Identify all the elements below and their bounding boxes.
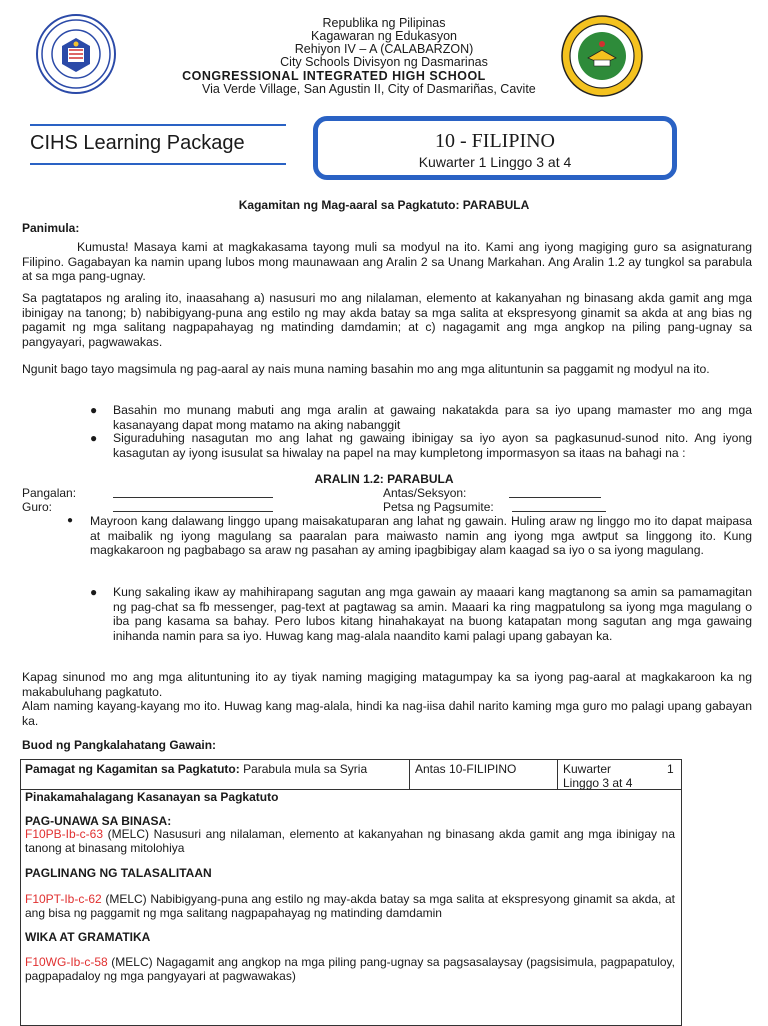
intro-paragraph-1: Kumusta! Masaya kami at magkakasama tayong muli sa modyul na ito. Kami ang iyong magiging guro sa asignaturang Filipino. Gagabayan ka namin upang lubos mong maunawaan ang Aralin 2 sa Unang Markahan. Ang Aralin 1.2 ay tungkol sa parabula at sa mga pang-ugnay. xyxy=(22,240,752,283)
melc-text: (MELC) Nabibigyang-puna ang estilo ng may-akda batay sa mga salita at ekspresyong ginamit sa akda, at ang bisa ng paggamit ng mga salitang nagpapahayag ng matinding damdamin xyxy=(25,892,675,920)
melc-code: F10WG-Ib-c-58 xyxy=(25,955,108,969)
subject-title: 10 - FILIPINO xyxy=(435,130,555,152)
header-line-4: City Schools Divisyon ng Dasmarinas xyxy=(280,55,488,69)
subject-quarter: Kuwarter 1 Linggo 3 at 4 xyxy=(418,154,572,170)
aralin-title: ARALIN 1.2: PARABULA xyxy=(314,472,454,486)
closing-paragraph-2: Alam naming kayang-kayang mo ito. Huwag kang mag-alala, hindi ka nag-iisa dahil narito kaming mga guro mo palagi upang gabayan ka. xyxy=(22,699,752,728)
guideline-1: Basahin mo munang mabuti ang mga aralin at gawaing nakatakda para sa iyo upang mamaster mo ang mga kasanayang dapat mong matamo na aking nabanggit xyxy=(113,403,752,432)
summary-table xyxy=(20,759,682,1026)
document-title: Kagamitan ng Mag-aaral sa Pagkatuto: PARABULA xyxy=(238,198,530,212)
header-line-3: Rehiyon IV – A (CALABARZON) xyxy=(294,42,474,56)
section-heading: WIKA AT GRAMATIKA xyxy=(25,930,151,944)
table-divider xyxy=(409,760,410,789)
guideline-4: Kung sakaling ikaw ay mahihirapang sagutan ang mga gawain ay maaari kang magtanong sa amin sa pamamagitan ng pag-chat sa fb messenger, pag-text at pagtawag sa amin. Maaari ka ring magpatulong sa iyong mga magulang o iba pang kasama sa bahay. Pero lubos kitang hinahakayat na buong katapatan mong sagutan ang mga gawaing inihanda namin para sa iyo. Huwag kang mag-alala naandito kami palagi upang gabayan ka. xyxy=(113,585,752,643)
buod-heading: Buod ng Pangkalahatang Gawain: xyxy=(22,738,217,752)
petsa-line xyxy=(512,511,606,512)
panimula-heading: Panimula: xyxy=(22,221,80,235)
melc-text: (MELC) Nasusuri ang nilalaman, elemento at kakanyahan ng binasang akda gamit ang mga ibinigay na tanong at binasang mitolohiya xyxy=(25,827,675,855)
pamagat-cell xyxy=(25,762,405,776)
bullet-dot: ● xyxy=(67,515,74,526)
table-divider xyxy=(557,760,558,789)
intro-paragraph-3: Ngunit bago tayo magsimula ng pag-aaral ay nais muna naming basahin mo ang mga alituntunin sa paggamit ng modyul na ito. xyxy=(22,362,710,376)
kuwarter-number: 1 xyxy=(667,762,674,776)
guideline-2: Siguraduhing nasagutan mo ang lahat ng gawaing ibinigay sa iyo ayon sa pagkasunud-sunod nito. Ang iyong kasagutan ay iyong isusulat sa hiwalay na papel na may kumpletong impormasyon sa itaas na bahagi na : xyxy=(113,431,752,460)
bullet-dot: ● xyxy=(90,431,98,445)
header-line-1: Republika ng Pilipinas xyxy=(322,16,446,30)
linggo-cell: Linggo 3 at 4 xyxy=(563,776,633,790)
kasanayan-heading: Pinakamahalagang Kasanayan sa Pagkatuto xyxy=(25,790,279,804)
package-title: CIHS Learning Package xyxy=(30,132,245,154)
header-line-2: Kagawaran ng Edukasyon xyxy=(311,29,457,43)
melc-paragraph xyxy=(25,955,675,983)
bullet-dot: ● xyxy=(90,585,98,599)
guro-line xyxy=(113,511,273,512)
section-heading: PAGLINANG NG TALASALITAAN xyxy=(25,866,212,880)
package-rule-top xyxy=(30,124,286,126)
school-address: Via Verde Village, San Agustin II, City of Dasmariñas, Cavite xyxy=(202,82,536,96)
subject-box xyxy=(313,116,677,180)
melc-paragraph xyxy=(25,892,675,920)
pamagat-label: Pamagat ng Kagamitan sa Pagkatuto: xyxy=(25,762,240,776)
section-heading: PAG-UNAWA SA BINASA: xyxy=(25,814,172,828)
melc-code: F10PB-Ib-c-63 xyxy=(25,827,104,841)
antas-cell: Antas 10-FILIPINO xyxy=(415,762,517,776)
kuwarter-cell: Kuwarter xyxy=(563,762,612,776)
bullet-dot: ● xyxy=(90,403,98,417)
petsa-label: Petsa ng Pagsumite: xyxy=(383,500,494,514)
package-rule-bottom xyxy=(30,163,286,165)
pamagat-value: Parabula mula sa Syria xyxy=(243,762,368,776)
antas-line xyxy=(509,497,601,498)
school-name: CONGRESSIONAL INTEGRATED HIGH SCHOOL xyxy=(182,69,486,83)
closing-paragraph-1: Kapag sinunod mo ang mga alituntuning ito ay tiyak naming magiging matagumpay ka sa iyong pag-aaral at magkakaroon ka ng makabuluhang pagkatuto. xyxy=(22,670,752,699)
pangalan-label: Pangalan: xyxy=(22,486,77,500)
guideline-3: Mayroon kang dalawang linggo upang maisakatuparan ang lahat ng gawain. Huling araw ng linggo mo ito dapat maipasa at maibalik ng iyong magulang sa paaralan para maiwasto namin ang iyong mga awtput sa linggong ito. Kung magkakaroon ng pagbabago sa araw ng pasahan ay aming ipagbibigay alam kaagad sa iyo o sa iyong magulang. xyxy=(90,514,752,557)
intro-paragraph-2: Sa pagtatapos ng araling ito, inaasahang a) nasusuri mo ang nilalaman, elemento at kakanyahan ng binasang akda gamit ang mga ibinigay na tanong; b) nabibigyang-puna ang estilo ng may akda batay sa mga salita at ekspresyong ginamit sa akda at ang bias ng pagamit ng mga salitang nagpapahayag ng matinding damdamin; at c) nagagamit ang mga angkop na piling pang-ugnay sa pangyayari, pagwawakas. xyxy=(22,291,752,349)
pangalan-line xyxy=(113,497,273,498)
guro-label: Guro: xyxy=(22,500,53,514)
antas-label: Antas/Seksyon: xyxy=(383,486,467,500)
melc-paragraph xyxy=(25,827,675,855)
melc-text: (MELC) Nagagamit ang angkop na mga piling pang-ugnay sa pagsasalaysay (pagsisimula, pagpapatuloy, pagpapadaloy ng mga pangyayari at pagwawakas) xyxy=(25,955,675,983)
melc-code: F10PT-Ib-c-62 xyxy=(25,892,102,906)
